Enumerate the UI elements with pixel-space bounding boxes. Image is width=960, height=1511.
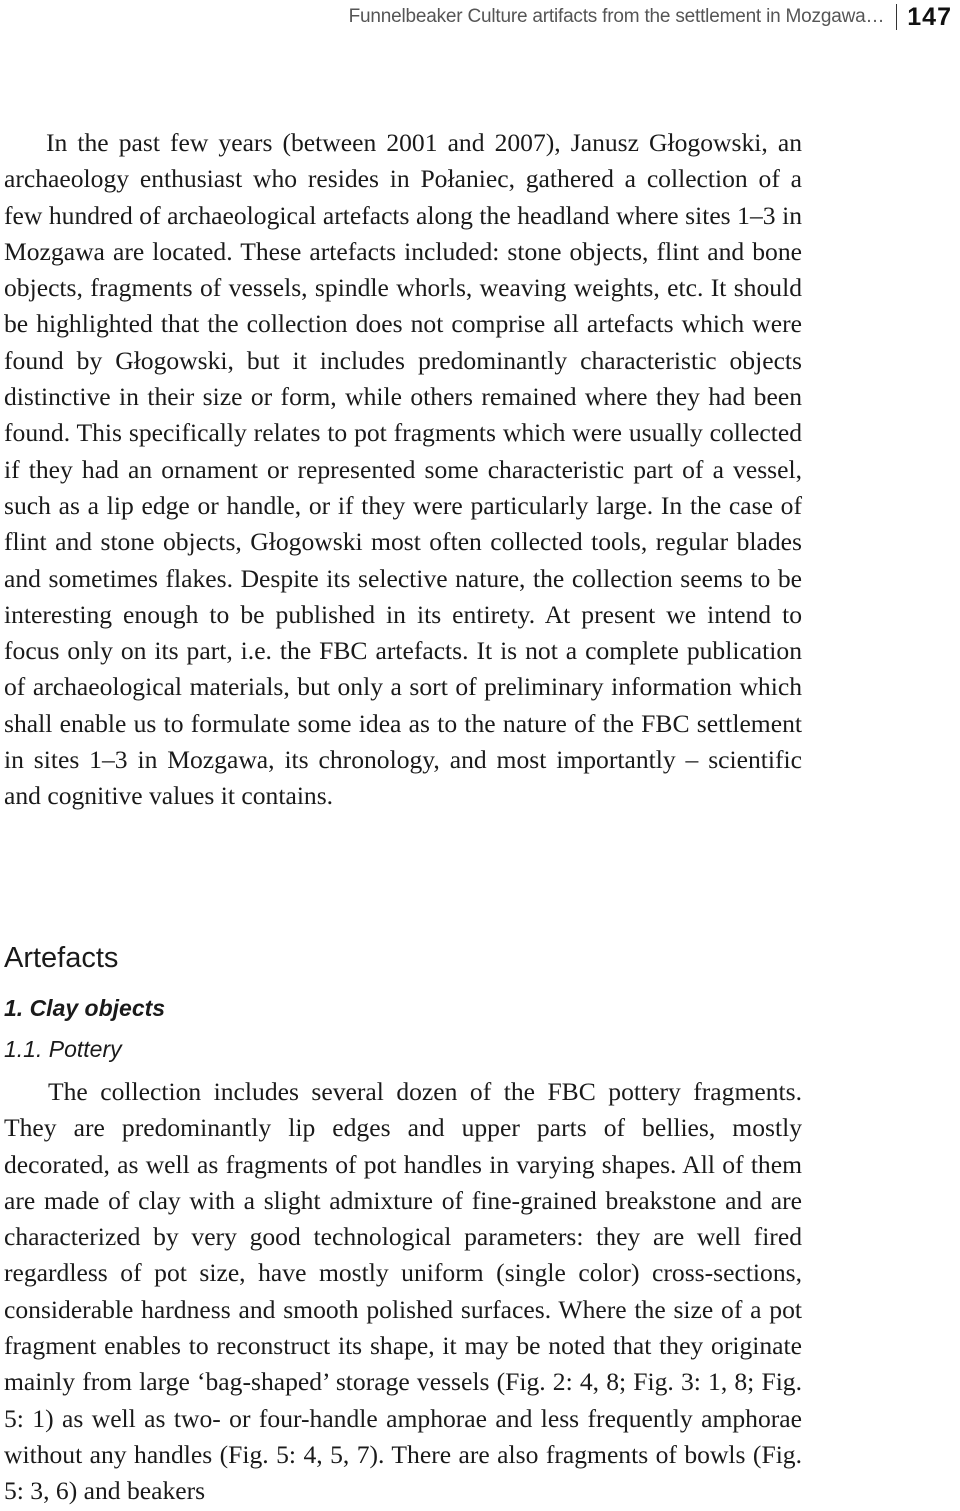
page-number: 147 <box>907 2 952 31</box>
subsubsection-heading: 1.1. Pottery <box>4 1036 122 1062</box>
subsection-heading: 1. Clay objects <box>4 995 166 1021</box>
intro-paragraph: In the past few years (between 2001 and 2007), Janusz Głogowski, an archaeology enthusiast who resides in Połaniec, gathered a collection of a few hundred of archaeological artefacts along the headland where sites 1–3 in Mozgawa are located. These artefacts included: stone objects, flint and bone objects, fragments of vessels, spindle whorls, weaving weights, etc. It should be highlighted that the collection does not comprise all artefacts which were found by Głogowski, but it includes predominantly characteristic objects distinctive in their size or form, while others remained where they had been found. This specifically relates to pot fragments which were usually collected if they had an ornament or represented some characteristic part of a vessel, such as a lip edge or handle, or if they were particularly large. In the case of flint and stone objects, Głogowski most often collected tools, regular blades and sometimes flakes. Despite its selective nature, the collection seems to be interesting enough to be published in its entirety. At present we intend to focus only on its part, i.e. the FBC artefacts. It is not a complete publication of archaeological materials, but only a sort of preliminary information which shall enable us to formulate some idea as to the nature of the FBC settlement in sites 1–3 in Mozgawa, its chronology, and most importantly – scientific and cognitive values it contains. <box>4 128 802 811</box>
running-header <box>349 2 952 32</box>
pottery-paragraph: The collection includes several dozen of the FBC pottery fragments. They are predominantly lip edges and upper parts of bellies, mostly decorated, as well as fragments of pot handles in varying shapes. All of them are made of clay with a slight admixture of fine-grained breakstone and are characterized by very good technological parameters: they are well fired regardless of pot size, have mostly uniform (single color) cross-sections, considerable hardness and smooth polished surfaces. Where the size of a pot fragment enables to reconstruct its shape, it may be noted that they originate mainly from large ‘bag-shaped’ storage vessels (Fig. 2: 4, 8; Fig. 3: 1, 8; Fig. 5: 1) as well as two- or four-handle amphorae and less frequently amphorae without any handles (Fig. 5: 4, 5, 7). There are also fragments of bowls (Fig. 5: 3, 6) and beakers <box>4 1077 802 1506</box>
header-divider <box>896 4 897 30</box>
running-title: Funnelbeaker Culture artifacts from the settlement in Mozgawa… <box>348 6 885 27</box>
section-heading: Artefacts <box>4 942 119 974</box>
